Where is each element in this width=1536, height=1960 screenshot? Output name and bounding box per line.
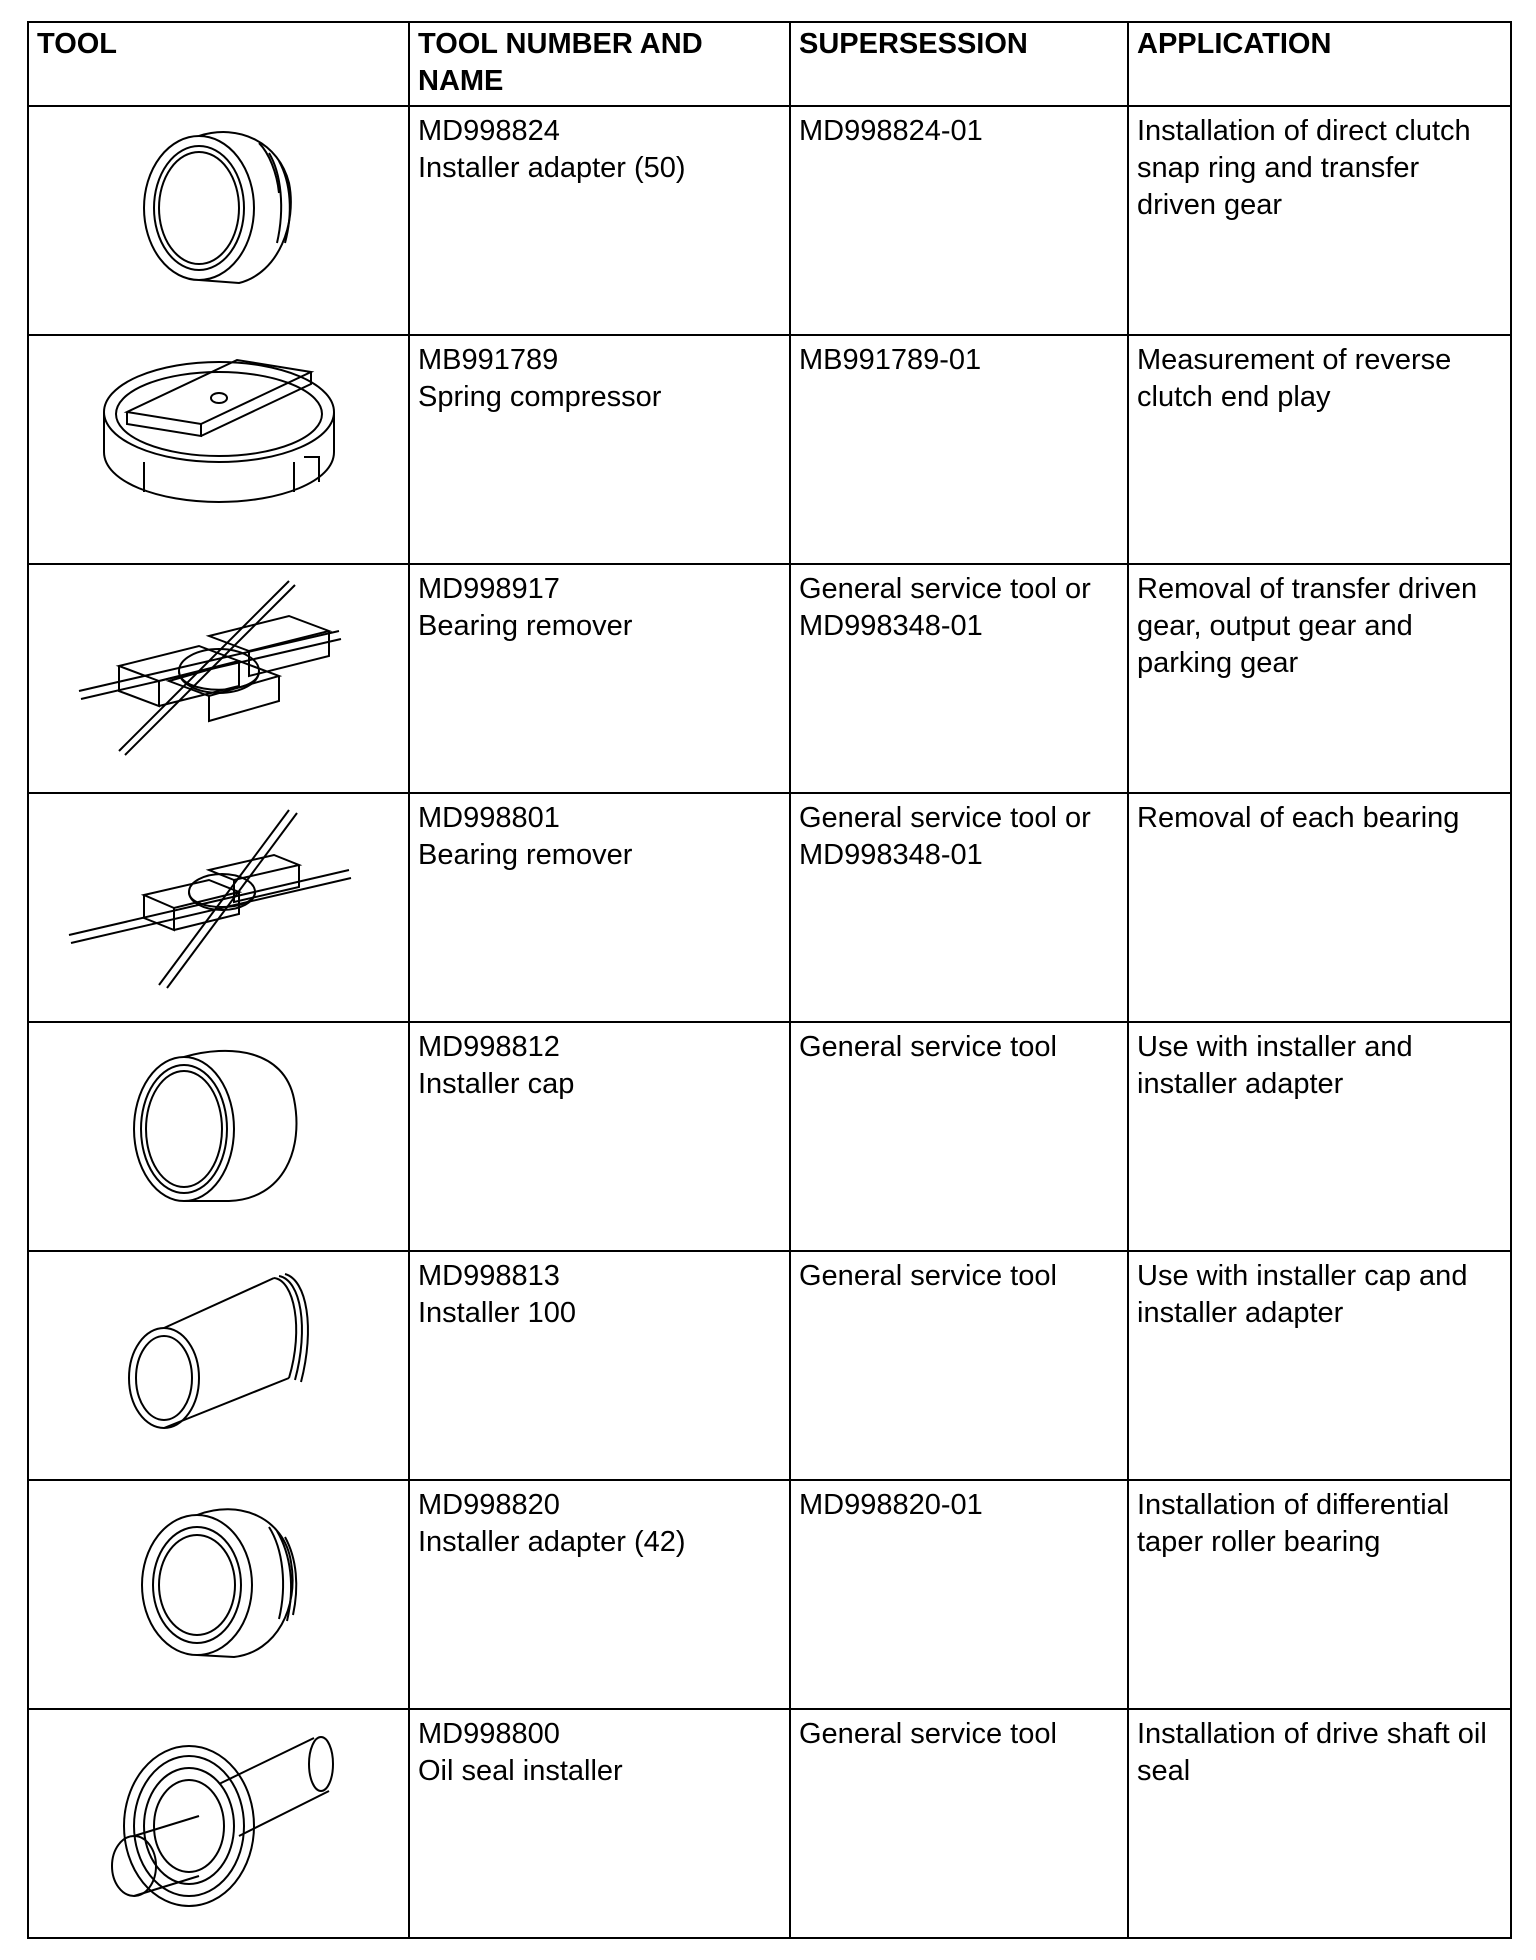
tool-image-cell <box>28 564 409 793</box>
installer-adapter-ring-icon <box>119 113 319 293</box>
tool-name: Installer cap <box>418 1068 575 1100</box>
tool-number: MD998801 <box>418 802 560 834</box>
supersession-cell: MD998824-01 <box>790 106 1128 335</box>
tool-number-name-cell <box>409 1251 790 1480</box>
table-row <box>28 1480 1511 1709</box>
tool-name: Installer adapter (50) <box>418 152 686 184</box>
tool-number-name-cell <box>409 1480 790 1709</box>
installer-tube-icon <box>109 1258 329 1438</box>
supersession-cell: General service tool or MD998348-01 <box>790 564 1128 793</box>
supersession-cell: General service tool or MD998348-01 <box>790 793 1128 1022</box>
tool-name: Bearing remover <box>418 839 633 871</box>
application-cell: Removal of transfer driven gear, output gear and parking gear <box>1128 564 1511 793</box>
tool-number: MB991789 <box>418 344 559 376</box>
application-cell: Installation of direct clutch snap ring and transfer driven gear <box>1128 106 1511 335</box>
tool-image-cell <box>28 1022 409 1251</box>
special-tools-table <box>27 21 1512 1939</box>
tool-image-cell <box>28 1251 409 1480</box>
table-row <box>28 335 1511 564</box>
header-application: APPLICATION <box>1128 22 1511 106</box>
header-tool: TOOL <box>28 22 409 106</box>
table-row <box>28 106 1511 335</box>
supersession-cell: General service tool <box>790 1251 1128 1480</box>
tool-number-name-cell <box>409 1709 790 1938</box>
header-number-name: TOOL NUMBER AND NAME <box>409 22 790 106</box>
tool-number: MD998917 <box>418 573 560 605</box>
tool-image-cell <box>28 793 409 1022</box>
tool-name: Installer 100 <box>418 1297 576 1329</box>
application-cell: Use with installer cap and installer adapter <box>1128 1251 1511 1480</box>
supersession-cell: MD998820-01 <box>790 1480 1128 1709</box>
installer-cap-icon <box>119 1029 319 1219</box>
table-row <box>28 793 1511 1022</box>
tool-image-cell <box>28 106 409 335</box>
application-cell: Measurement of reverse clutch end play <box>1128 335 1511 564</box>
bearing-remover-icon <box>59 571 379 761</box>
tool-image-cell <box>28 1709 409 1938</box>
supersession-cell: General service tool <box>790 1709 1128 1938</box>
application-cell: Installation of drive shaft oil seal <box>1128 1709 1511 1938</box>
spring-compressor-icon <box>89 342 349 522</box>
application-cell: Installation of differential taper roller bearing <box>1128 1480 1511 1709</box>
tool-number: MD998800 <box>418 1718 560 1750</box>
tool-name: Oil seal installer <box>418 1755 623 1787</box>
bearing-remover-long-rods-icon <box>59 800 379 990</box>
tool-number: MD998824 <box>418 115 560 147</box>
table-row <box>28 1022 1511 1251</box>
tool-image-cell <box>28 1480 409 1709</box>
table-row <box>28 564 1511 793</box>
tool-number: MD998813 <box>418 1260 560 1292</box>
tool-number-name-cell <box>409 1022 790 1251</box>
application-cell: Use with installer and installer adapter <box>1128 1022 1511 1251</box>
tool-name: Installer adapter (42) <box>418 1526 686 1558</box>
installer-adapter-ring-icon <box>119 1487 319 1667</box>
application-cell: Removal of each bearing <box>1128 793 1511 1022</box>
tool-number-name-cell <box>409 335 790 564</box>
header-supersession: SUPERSESSION <box>790 22 1128 106</box>
tool-number: MD998812 <box>418 1031 560 1063</box>
table-row <box>28 1709 1511 1938</box>
tool-name: Bearing remover <box>418 610 633 642</box>
tool-name: Spring compressor <box>418 381 662 413</box>
tool-number-name-cell <box>409 793 790 1022</box>
tool-number: MD998820 <box>418 1489 560 1521</box>
header-row <box>28 22 1511 106</box>
supersession-cell: General service tool <box>790 1022 1128 1251</box>
supersession-cell: MB991789-01 <box>790 335 1128 564</box>
oil-seal-installer-icon <box>89 1716 349 1916</box>
tool-number-name-cell <box>409 564 790 793</box>
tool-image-cell <box>28 335 409 564</box>
tool-number-name-cell <box>409 106 790 335</box>
table-row <box>28 1251 1511 1480</box>
